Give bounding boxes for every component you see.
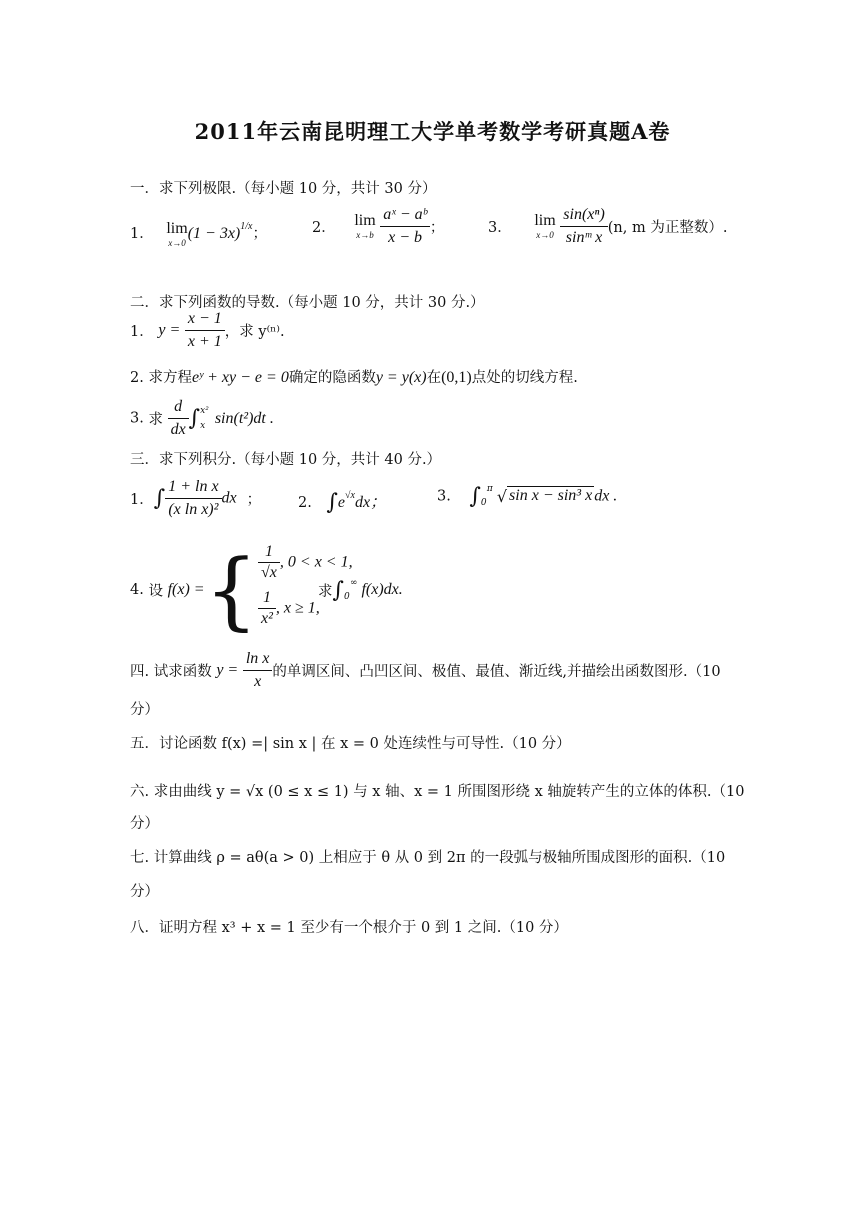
s1-p2-sep: ； [429, 220, 445, 236]
s4-text-a: 四. 试求函数 [130, 664, 212, 680]
s3-p4-integrand: f(x)dx. [361, 581, 403, 599]
s3-problem-2 [298, 488, 386, 518]
s3-p4-ask: 求 [318, 583, 333, 600]
s1-problem-1 [130, 214, 267, 254]
s2-p1-y: y = [158, 321, 181, 339]
s1-p2-numerator: aˣ − aᵇ [380, 206, 430, 227]
s2-p3-dx: dx [170, 421, 186, 438]
s3-p3-upper-limit: π [486, 484, 493, 494]
s2-p2-text-c: 在 [426, 370, 442, 386]
lim-word: lim [354, 212, 376, 229]
s3-p3-dx: dx . [594, 487, 618, 505]
s3-p4-case2-numerator: 1 [258, 590, 276, 609]
s1-p1-sep: ； [252, 226, 267, 242]
section-1-heading: 一．求下列极限.（每小题 10 分，共计 30 分） [130, 181, 437, 197]
s3-p4-upper-limit: ∞ [349, 578, 358, 588]
integral-sign: ∫ [469, 483, 481, 509]
s2-p2-point: (0,1) [441, 369, 472, 386]
s3-problem-1 [130, 478, 261, 528]
s3-p2-number: 2. [298, 495, 312, 511]
s2-p2-number: 2. [130, 370, 144, 386]
s3-p1-sep: ； [246, 492, 262, 508]
s1-p3-denominator: sinᵐ x [565, 229, 603, 246]
s1-p3-number: 3． [488, 220, 512, 236]
s1-p1-body: (1 − 3x) [187, 225, 241, 242]
s4-text-c: 分） [130, 702, 159, 718]
s4-denominator: x [254, 673, 262, 690]
s3-p4-fx: f(x) = [167, 581, 205, 598]
s3-p2-dx: dx； [354, 494, 387, 511]
s1-p2-number: 2． [312, 220, 336, 236]
s3-p1-number: 1． [130, 492, 154, 508]
s3-problem-4-ask [318, 576, 403, 612]
s3-p4-number: 4. [130, 582, 144, 598]
section-4 [130, 650, 721, 700]
s2-p2-text-a: 求方程 [148, 370, 192, 386]
lim-under: x→0 [168, 237, 186, 248]
integral-sign: ∫ [188, 406, 201, 431]
page-title: 2011年云南昆明理工大学单考数学考研真题A卷 [194, 119, 671, 144]
s2-p3-d: d [168, 398, 189, 419]
s3-p1-denominator: (x ln x)² [168, 501, 219, 518]
s3-p2-base: e [337, 494, 346, 511]
s3-p4-case1-denominator: √x [261, 564, 277, 581]
s2-p2-text-b: 确定的隐函数 [288, 370, 376, 386]
s1-p3-condition: (n, m 为正整数）. [607, 220, 728, 236]
integral-sign: ∫ [326, 490, 338, 515]
lim-under: x→b [356, 230, 374, 240]
s3-p1-dx: dx [221, 489, 237, 507]
s3-problem-3 [437, 482, 617, 522]
lim-word: lim [166, 219, 188, 237]
s3-p3-lower-limit: 0 [480, 498, 487, 509]
s2-p1-number: 1． [130, 324, 154, 340]
s3-p3-number: 3. [437, 488, 451, 505]
section-6-line-1: 六. 求由曲线 y = √x (0 ≤ x ≤ 1) 与 x 轴、x = 1 所围图形绕 x 轴旋转产生的立体的体积.（10 [130, 784, 745, 800]
s2-p1-numerator: x − 1 [185, 310, 225, 331]
left-brace-icon: { [204, 541, 259, 639]
s1-p1-exp: 1/x [240, 221, 253, 232]
section-2-heading: 二．求下列函数的导数.（每小题 10 分，共计 30 分.） [130, 295, 485, 311]
s2-problem-2 [130, 366, 578, 387]
section-7-line-1: 七. 计算曲线 ρ = aθ(a > 0) 上相应于 θ 从 0 到 2π 的一段弧与极轴所围成图形的面积.（10 [130, 850, 726, 866]
s3-p3-radicand: sin x − sin³ x [509, 487, 593, 505]
s2-p3-number: 3. [130, 410, 144, 427]
s2-p1-tail: ，求 y⁽ⁿ⁾. [224, 324, 285, 340]
section-5: 五．讨论函数 f(x) =| sin x | 在 x = 0 处连续性与可导性.（10 分） [130, 736, 571, 752]
section-3-heading: 三．求下列积分.（每小题 10 分，共计 40 分.） [130, 452, 442, 468]
s2-problem-3 [130, 398, 274, 446]
section-6-line-2: 分） [130, 816, 159, 832]
s3-p4-case2-condition: , x ≥ 1, [275, 599, 320, 617]
lim-word: lim [534, 212, 556, 229]
s2-problem-1 [130, 310, 285, 360]
s2-p3-integrand: sin(t²)dt . [214, 409, 274, 427]
s3-p4-case1-numerator: 1 [258, 544, 280, 563]
s2-p2-function: y = y(x) [375, 369, 427, 386]
s4-y: y = [216, 661, 239, 679]
s3-p4-text: 设 [148, 583, 163, 600]
s1-problem-3 [488, 206, 727, 258]
lim-under: x→0 [536, 230, 554, 240]
s1-p3-numerator: sin(xⁿ) [560, 206, 607, 227]
s1-p1-number: 1． [130, 226, 154, 242]
integral-sign: ∫ [332, 577, 344, 603]
s3-p1-numerator: 1 + ln x [165, 478, 221, 499]
s3-p2-exp: √x [345, 490, 355, 501]
s3-p4-lower-limit: 0 [343, 592, 350, 603]
s2-p3-text: 求 [148, 412, 163, 428]
s3-p4-case2-denominator: x² [261, 610, 273, 627]
s4-numerator: ln x [243, 650, 273, 671]
sqrt-icon: √ [496, 486, 508, 506]
section-7-line-2: 分） [130, 884, 159, 900]
s1-problem-2 [312, 206, 444, 258]
s4-text-b: 的单调区间、凸凹区间、极值、最值、渐近线,并描绘出函数图形.（10 [272, 664, 721, 680]
s1-p2-denominator: x − b [388, 229, 423, 246]
s2-p3-lower-limit: x [200, 420, 206, 431]
integral-sign: ∫ [153, 486, 166, 511]
s3-p4-case1-condition: , 0 < x < 1, [279, 553, 353, 571]
s2-p2-equation: eʸ + xy − e = 0 [191, 369, 289, 386]
s2-p2-text-d: 点处的切线方程. [471, 370, 578, 386]
section-8: 八．证明方程 x³ + x = 1 至少有一个根介于 0 到 1 之间.（10 分） [130, 920, 568, 936]
s2-p1-denominator: x + 1 [187, 333, 222, 350]
s2-p3-upper-limit: x² [200, 406, 209, 417]
